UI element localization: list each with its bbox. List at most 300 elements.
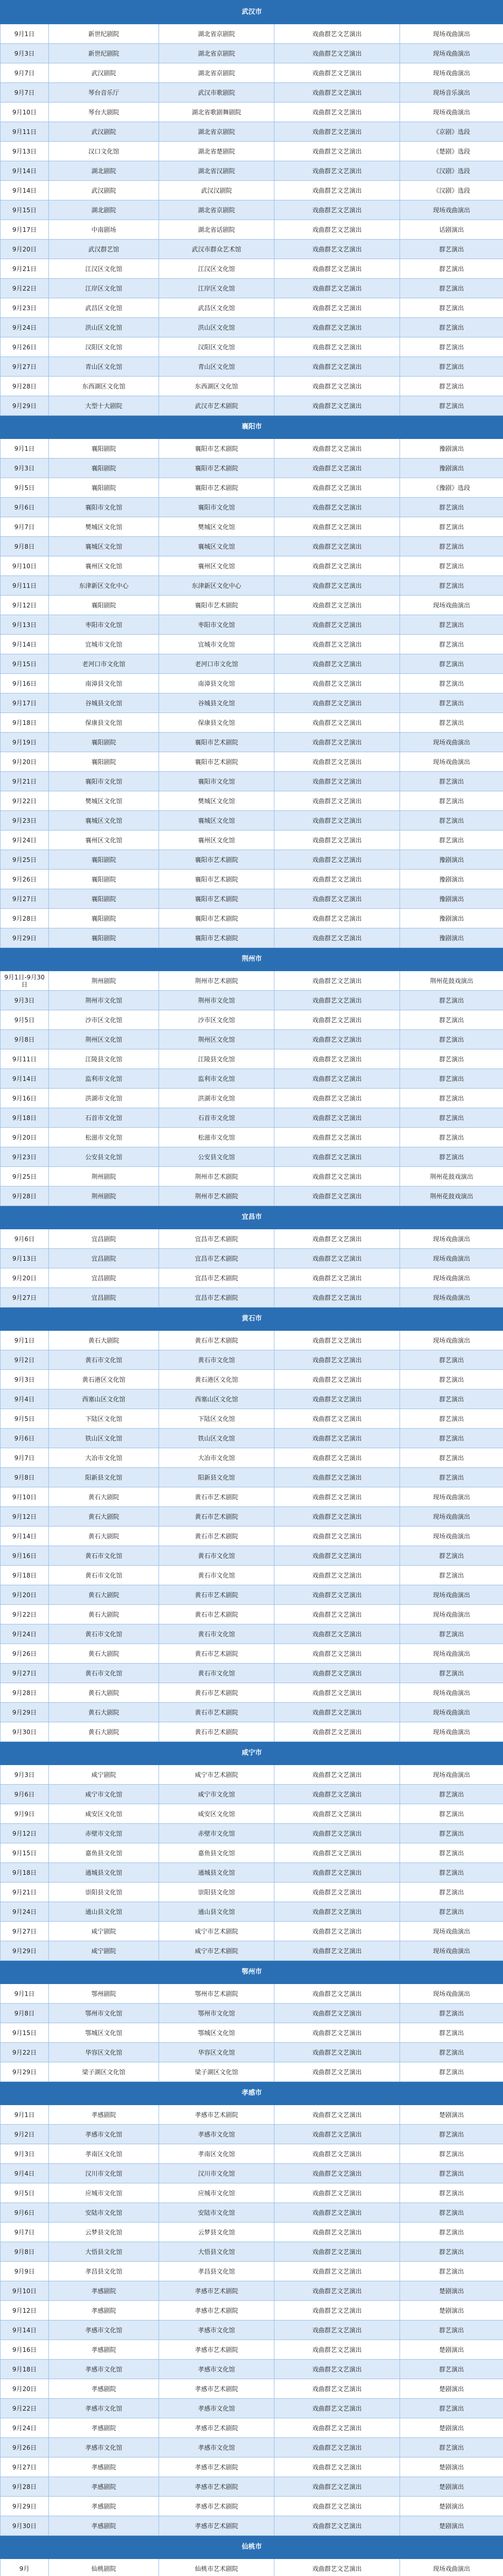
- table-row: [1, 2497, 503, 2516]
- activity-cell: 戏曲群艺文艺演出: [274, 2399, 400, 2418]
- venue-cell: 江岸区文化馆: [49, 279, 159, 298]
- organizer-cell: 樊城区文化馆: [159, 517, 274, 537]
- activity-cell: 戏曲群艺文艺演出: [274, 1128, 400, 1147]
- organizer-cell: 襄城区文化馆: [159, 537, 274, 556]
- program-cell: 群艺演出: [400, 298, 503, 318]
- table-row: [1, 1863, 503, 1883]
- date-cell: 9月18日: [1, 1863, 49, 1883]
- activity-cell: 戏曲群艺文艺演出: [274, 615, 400, 635]
- organizer-cell: 孝感市文化馆: [159, 2399, 274, 2418]
- program-cell: 群艺演出: [400, 1824, 503, 1843]
- activity-cell: 戏曲群艺文艺演出: [274, 498, 400, 517]
- table-row: [1, 2379, 503, 2399]
- activity-cell: 戏曲群艺文艺演出: [274, 2062, 400, 2082]
- date-cell: 9月12日: [1, 1824, 49, 1843]
- date-cell: 9月6日: [1, 1229, 49, 1249]
- activity-cell: 戏曲群艺文艺演出: [274, 1089, 400, 1108]
- program-cell: 群艺演出: [400, 1624, 503, 1644]
- venue-cell: 襄阳剧院: [49, 928, 159, 948]
- organizer-cell: 咸宁市文化馆: [159, 1785, 274, 1804]
- venue-cell: 孝感剧院: [49, 2418, 159, 2438]
- date-cell: 9月18日: [1, 2360, 49, 2379]
- table-row: [1, 1683, 503, 1703]
- activity-cell: 戏曲群艺文艺演出: [274, 1902, 400, 1922]
- activity-cell: 戏曲群艺文艺演出: [274, 2043, 400, 2062]
- organizer-cell: 孝感市艺术剧院: [159, 2281, 274, 2301]
- program-cell: 群艺演出: [400, 396, 503, 416]
- table-row: [1, 733, 503, 752]
- date-cell: 9月1日: [1, 439, 49, 459]
- organizer-cell: 黄石市文化馆: [159, 1566, 274, 1585]
- organizer-cell: 宜城市文化馆: [159, 635, 274, 654]
- table-row: [1, 909, 503, 928]
- venue-cell: 武汉剧院: [49, 63, 159, 83]
- table-row: [1, 2242, 503, 2262]
- activity-cell: 戏曲群艺文艺演出: [274, 1370, 400, 1389]
- venue-cell: 黄石大剧院: [49, 1722, 159, 1742]
- table-row: [1, 596, 503, 615]
- date-cell: 9月25日: [1, 1167, 49, 1187]
- activity-cell: 戏曲群艺文艺演出: [274, 1984, 400, 2004]
- organizer-cell: 武汉市艺术剧院: [159, 396, 274, 416]
- activity-cell: 戏曲群艺文艺演出: [274, 870, 400, 889]
- organizer-cell: 襄阳市文化馆: [159, 772, 274, 791]
- venue-cell: 松滋市文化馆: [49, 1128, 159, 1147]
- table-row: [1, 537, 503, 556]
- venue-cell: 西塞山区文化馆: [49, 1389, 159, 1409]
- date-cell: 9月8日: [1, 2242, 49, 2262]
- table-row: [1, 2418, 503, 2438]
- venue-cell: 汉口文化馆: [49, 142, 159, 161]
- date-cell: 9月14日: [1, 1527, 49, 1546]
- program-cell: 现场戏曲演出: [400, 1585, 503, 1605]
- organizer-cell: 湖北省歌剧舞剧院: [159, 103, 274, 122]
- organizer-cell: 大冶市文化馆: [159, 1448, 274, 1468]
- table-row: [1, 240, 503, 259]
- venue-cell: 洪山区文化馆: [49, 318, 159, 337]
- organizer-cell: 东津新区文化中心: [159, 576, 274, 596]
- table-row: [1, 615, 503, 635]
- activity-cell: 戏曲群艺文艺演出: [274, 2418, 400, 2438]
- organizer-cell: 赤壁市文化馆: [159, 1824, 274, 1843]
- date-cell: 9月1日: [1, 1331, 49, 1350]
- activity-cell: 戏曲群艺文艺演出: [274, 318, 400, 337]
- venue-cell: 襄阳剧院: [49, 439, 159, 459]
- organizer-cell: 东西湖区文化馆: [159, 377, 274, 396]
- table-row: [1, 259, 503, 279]
- venue-cell: 孝感剧院: [49, 2516, 159, 2536]
- city-header: 仙桃市: [1, 2536, 503, 2559]
- table-row: [1, 635, 503, 654]
- organizer-cell: 江岸区文化馆: [159, 279, 274, 298]
- date-cell: 9月24日: [1, 1624, 49, 1644]
- organizer-cell: 孝感市艺术剧院: [159, 2516, 274, 2536]
- table-row: [1, 1824, 503, 1843]
- activity-cell: 戏曲群艺文艺演出: [274, 1167, 400, 1187]
- date-cell: 9月18日: [1, 713, 49, 733]
- date-cell: 9月5日: [1, 1010, 49, 1030]
- organizer-cell: 石首市文化馆: [159, 1108, 274, 1128]
- venue-cell: 武汉剧院: [49, 122, 159, 142]
- venue-cell: 大冶市文化馆: [49, 1448, 159, 1468]
- activity-cell: 戏曲群艺文艺演出: [274, 240, 400, 259]
- venue-cell: 黄石大剧院: [49, 1605, 159, 1624]
- city-header-row: [1, 2082, 503, 2105]
- organizer-cell: 孝感市文化馆: [159, 2125, 274, 2144]
- venue-cell: 梁子湖区文化馆: [49, 2062, 159, 2082]
- venue-cell: 襄阳剧院: [49, 733, 159, 752]
- program-cell: 现场戏曲演出: [400, 1765, 503, 1785]
- organizer-cell: 襄阳市艺术剧院: [159, 909, 274, 928]
- date-cell: 9月21日: [1, 772, 49, 791]
- organizer-cell: 荆州市艺术剧院: [159, 1167, 274, 1187]
- table-row: [1, 1108, 503, 1128]
- activity-cell: 戏曲群艺文艺演出: [274, 1941, 400, 1961]
- activity-cell: 戏曲群艺文艺演出: [274, 1683, 400, 1703]
- activity-cell: 戏曲群艺文艺演出: [274, 459, 400, 478]
- schedule-body: [1, 1, 503, 2576]
- city-header: 宜昌市: [1, 1206, 503, 1229]
- organizer-cell: 仙桃市艺术剧院: [159, 2559, 274, 2576]
- program-cell: 群艺演出: [400, 1664, 503, 1683]
- date-cell: 9月27日: [1, 1664, 49, 1683]
- program-cell: 群艺演出: [400, 576, 503, 596]
- activity-cell: 戏曲群艺文艺演出: [274, 635, 400, 654]
- date-cell: 9月11日: [1, 576, 49, 596]
- table-row: [1, 1804, 503, 1824]
- date-cell: 9月22日: [1, 2043, 49, 2062]
- activity-cell: 戏曲群艺文艺演出: [274, 2203, 400, 2223]
- table-row: [1, 517, 503, 537]
- program-cell: 群艺演出: [400, 2262, 503, 2281]
- activity-cell: 戏曲群艺文艺演出: [274, 1268, 400, 1288]
- activity-cell: 戏曲群艺文艺演出: [274, 2262, 400, 2281]
- table-row: [1, 791, 503, 811]
- program-cell: 群艺演出: [400, 1566, 503, 1585]
- program-cell: 群艺演出: [400, 1409, 503, 1429]
- table-row: [1, 1902, 503, 1922]
- date-cell: 9月20日: [1, 1585, 49, 1605]
- activity-cell: 戏曲群艺文艺演出: [274, 259, 400, 279]
- venue-cell: 孝感市文化馆: [49, 2125, 159, 2144]
- table-row: [1, 928, 503, 948]
- organizer-cell: 咸安区文化馆: [159, 1804, 274, 1824]
- date-cell: 9月14日: [1, 1069, 49, 1089]
- program-cell: 群艺演出: [400, 811, 503, 831]
- date-cell: 9月4日: [1, 1389, 49, 1409]
- table-row: [1, 1468, 503, 1487]
- organizer-cell: 襄阳市艺术剧院: [159, 928, 274, 948]
- venue-cell: 孝感剧院: [49, 2301, 159, 2320]
- table-row: [1, 2043, 503, 2062]
- activity-cell: 戏曲群艺文艺演出: [274, 1664, 400, 1683]
- table-row: [1, 2144, 503, 2164]
- organizer-cell: 黄石市文化馆: [159, 1546, 274, 1566]
- venue-cell: 荆州剧院: [49, 1187, 159, 1206]
- date-cell: 9月4日: [1, 2164, 49, 2183]
- organizer-cell: 孝感市艺术剧院: [159, 2477, 274, 2497]
- venue-cell: 中南剧场: [49, 220, 159, 240]
- date-cell: 9月21日: [1, 259, 49, 279]
- date-cell: 9月7日: [1, 2223, 49, 2242]
- table-row: [1, 1527, 503, 1546]
- organizer-cell: 保康县文化馆: [159, 713, 274, 733]
- table-row: [1, 318, 503, 337]
- organizer-cell: 枣阳市文化馆: [159, 615, 274, 635]
- organizer-cell: 黄石市文化馆: [159, 1624, 274, 1644]
- table-row: [1, 2516, 503, 2536]
- table-row: [1, 1049, 503, 1069]
- date-cell: 9月30日: [1, 1722, 49, 1742]
- activity-cell: 戏曲群艺文艺演出: [274, 2281, 400, 2301]
- venue-cell: 赤壁市文化馆: [49, 1824, 159, 1843]
- program-cell: 群艺演出: [400, 2004, 503, 2023]
- table-row: [1, 2164, 503, 2183]
- program-cell: 群艺演出: [400, 337, 503, 357]
- organizer-cell: 武汉汉剧院: [159, 181, 274, 200]
- program-cell: 现场戏曲演出: [400, 752, 503, 772]
- organizer-cell: 荆州市艺术剧院: [159, 971, 274, 991]
- organizer-cell: 通城县文化馆: [159, 1863, 274, 1883]
- table-row: [1, 2183, 503, 2203]
- activity-cell: 戏曲群艺文艺演出: [274, 2360, 400, 2379]
- activity-cell: 戏曲群艺文艺演出: [274, 1409, 400, 1429]
- venue-cell: 谷城县文化馆: [49, 693, 159, 713]
- activity-cell: 戏曲群艺文艺演出: [274, 2438, 400, 2458]
- table-row: [1, 889, 503, 909]
- date-cell: 9月8日: [1, 1468, 49, 1487]
- date-cell: 9月14日: [1, 161, 49, 181]
- venue-cell: 江汉区文化馆: [49, 259, 159, 279]
- activity-cell: 戏曲群艺文艺演出: [274, 889, 400, 909]
- city-header: 荆州市: [1, 948, 503, 971]
- table-row: [1, 2340, 503, 2360]
- date-cell: 9月10日: [1, 103, 49, 122]
- city-header: 鄂州市: [1, 1961, 503, 1984]
- program-cell: 群艺演出: [400, 615, 503, 635]
- table-row: [1, 850, 503, 870]
- date-cell: 9月28日: [1, 1187, 49, 1206]
- activity-cell: 戏曲群艺文艺演出: [274, 396, 400, 416]
- city-header-row: [1, 2536, 503, 2559]
- activity-cell: 戏曲群艺文艺演出: [274, 337, 400, 357]
- table-row: [1, 2023, 503, 2043]
- program-cell: 《汉剧》选段: [400, 181, 503, 200]
- table-row: [1, 220, 503, 240]
- activity-cell: 戏曲群艺文艺演出: [274, 2144, 400, 2164]
- organizer-cell: 黄石市艺术剧院: [159, 1605, 274, 1624]
- activity-cell: 戏曲群艺文艺演出: [274, 1527, 400, 1546]
- table-row: [1, 1069, 503, 1089]
- date-cell: 9月2日: [1, 2125, 49, 2144]
- venue-cell: 嘉鱼县文化馆: [49, 1843, 159, 1863]
- venue-cell: 黄石大剧院: [49, 1331, 159, 1350]
- date-cell: 9月27日: [1, 1922, 49, 1941]
- city-header-row: [1, 1961, 503, 1984]
- program-cell: 楚剧演出: [400, 2340, 503, 2360]
- table-row: [1, 1546, 503, 1566]
- program-cell: 群艺演出: [400, 1389, 503, 1409]
- venue-cell: 沙市区文化馆: [49, 1010, 159, 1030]
- activity-cell: 戏曲群艺文艺演出: [274, 478, 400, 498]
- organizer-cell: 孝感市文化馆: [159, 2438, 274, 2458]
- program-cell: 群艺演出: [400, 498, 503, 517]
- activity-cell: 戏曲群艺文艺演出: [274, 1187, 400, 1206]
- date-cell: 9月24日: [1, 1902, 49, 1922]
- table-row: [1, 396, 503, 416]
- table-row: [1, 44, 503, 63]
- program-cell: 现场戏曲演出: [400, 1605, 503, 1624]
- activity-cell: 戏曲群艺文艺演出: [274, 1229, 400, 1249]
- venue-cell: 黄石大剧院: [49, 1527, 159, 1546]
- activity-cell: 戏曲群艺文艺演出: [274, 2164, 400, 2183]
- venue-cell: 新世纪剧院: [49, 44, 159, 63]
- program-cell: 群艺演出: [400, 1128, 503, 1147]
- date-cell: 9月19日: [1, 733, 49, 752]
- organizer-cell: 湖北省京剧院: [159, 122, 274, 142]
- date-cell: 9月16日: [1, 1546, 49, 1566]
- activity-cell: 戏曲群艺文艺演出: [274, 2125, 400, 2144]
- organizer-cell: 襄州区文化馆: [159, 831, 274, 850]
- activity-cell: 戏曲群艺文艺演出: [274, 831, 400, 850]
- venue-cell: 宜城市文化馆: [49, 635, 159, 654]
- activity-cell: 戏曲群艺文艺演出: [274, 1722, 400, 1742]
- program-cell: 楚剧演出: [400, 2497, 503, 2516]
- date-cell: 9月7日: [1, 1448, 49, 1468]
- program-cell: 群艺演出: [400, 2399, 503, 2418]
- program-cell: 群艺演出: [400, 2223, 503, 2242]
- venue-cell: 琴台大剧院: [49, 103, 159, 122]
- table-row: [1, 181, 503, 200]
- date-cell: 9月26日: [1, 2438, 49, 2458]
- organizer-cell: 黄石市艺术剧院: [159, 1585, 274, 1605]
- date-cell: 9月26日: [1, 337, 49, 357]
- venue-cell: 孝感市文化馆: [49, 2360, 159, 2379]
- organizer-cell: 南漳县文化馆: [159, 674, 274, 693]
- date-cell: 9月22日: [1, 279, 49, 298]
- date-cell: 9月7日: [1, 63, 49, 83]
- venue-cell: 枣阳市文化馆: [49, 615, 159, 635]
- program-cell: 群艺演出: [400, 1069, 503, 1089]
- activity-cell: 戏曲群艺文艺演出: [274, 142, 400, 161]
- date-cell: 9月6日: [1, 2203, 49, 2223]
- date-cell: 9月29日: [1, 1941, 49, 1961]
- activity-cell: 戏曲群艺文艺演出: [274, 596, 400, 615]
- venue-cell: 黄石大剧院: [49, 1487, 159, 1507]
- program-cell: 现场戏曲演出: [400, 1703, 503, 1722]
- venue-cell: 老河口市文化馆: [49, 654, 159, 674]
- venue-cell: 东津新区文化中心: [49, 576, 159, 596]
- program-cell: 现场戏曲演出: [400, 1941, 503, 1961]
- organizer-cell: 襄阳市艺术剧院: [159, 850, 274, 870]
- date-cell: 9月29日: [1, 928, 49, 948]
- table-row: [1, 1010, 503, 1030]
- organizer-cell: 襄阳市艺术剧院: [159, 478, 274, 498]
- venue-cell: 荆州剧院: [49, 971, 159, 991]
- table-row: [1, 1089, 503, 1108]
- activity-cell: 戏曲群艺文艺演出: [274, 1824, 400, 1843]
- venue-cell: 襄阳剧院: [49, 889, 159, 909]
- city-header-row: [1, 1206, 503, 1229]
- program-cell: 群艺演出: [400, 1902, 503, 1922]
- date-cell: 9月3日: [1, 459, 49, 478]
- table-row: [1, 1785, 503, 1804]
- venue-cell: 应城市文化馆: [49, 2183, 159, 2203]
- venue-cell: 孝感剧院: [49, 2281, 159, 2301]
- date-cell: 9月20日: [1, 752, 49, 772]
- table-row: [1, 713, 503, 733]
- table-row: [1, 1605, 503, 1624]
- venue-cell: 咸宁剧院: [49, 1941, 159, 1961]
- activity-cell: 戏曲群艺文艺演出: [274, 713, 400, 733]
- activity-cell: 戏曲群艺文艺演出: [274, 2301, 400, 2320]
- table-row: [1, 1624, 503, 1644]
- program-cell: 现场戏曲演出: [400, 1288, 503, 1308]
- activity-cell: 戏曲群艺文艺演出: [274, 377, 400, 396]
- organizer-cell: 孝感市艺术剧院: [159, 2497, 274, 2516]
- date-cell: 9月21日: [1, 1883, 49, 1902]
- organizer-cell: 襄州区文化馆: [159, 556, 274, 576]
- venue-cell: 宜昌剧院: [49, 1268, 159, 1288]
- venue-cell: 孝感市文化馆: [49, 2399, 159, 2418]
- date-cell: 9月24日: [1, 318, 49, 337]
- table-row: [1, 1187, 503, 1206]
- table-row: [1, 1765, 503, 1785]
- date-cell: 9月23日: [1, 811, 49, 831]
- date-cell: 9月20日: [1, 1128, 49, 1147]
- organizer-cell: 孝感市文化馆: [159, 2320, 274, 2340]
- organizer-cell: 襄阳市艺术剧院: [159, 752, 274, 772]
- organizer-cell: 襄阳市艺术剧院: [159, 439, 274, 459]
- table-row: [1, 357, 503, 377]
- table-row: [1, 2105, 503, 2125]
- activity-cell: 戏曲群艺文艺演出: [274, 200, 400, 220]
- organizer-cell: 铁山区文化馆: [159, 1429, 274, 1448]
- table-row: [1, 2438, 503, 2458]
- date-cell: 9月13日: [1, 1249, 49, 1268]
- table-row: [1, 2223, 503, 2242]
- table-row: [1, 2360, 503, 2379]
- date-cell: 9月6日: [1, 1785, 49, 1804]
- organizer-cell: 黄石市艺术剧院: [159, 1722, 274, 1742]
- activity-cell: 戏曲群艺文艺演出: [274, 752, 400, 772]
- program-cell: 现场戏曲演出: [400, 1249, 503, 1268]
- organizer-cell: 孝感市艺术剧院: [159, 2379, 274, 2399]
- organizer-cell: 阳新县文化馆: [159, 1468, 274, 1487]
- venue-cell: 樊城区文化馆: [49, 517, 159, 537]
- venue-cell: 鄂州剧院: [49, 1984, 159, 2004]
- program-cell: 群艺演出: [400, 1089, 503, 1108]
- activity-cell: 戏曲群艺文艺演出: [274, 1147, 400, 1167]
- table-row: [1, 693, 503, 713]
- activity-cell: 戏曲群艺文艺演出: [274, 2183, 400, 2203]
- program-cell: 群艺演出: [400, 2320, 503, 2340]
- date-cell: 9月3日: [1, 1765, 49, 1785]
- activity-cell: 戏曲群艺文艺演出: [274, 1288, 400, 1308]
- organizer-cell: 武汉市群众艺术馆: [159, 240, 274, 259]
- program-cell: 现场戏曲演出: [400, 1487, 503, 1507]
- city-header: 襄阳市: [1, 416, 503, 439]
- organizer-cell: 老河口市文化馆: [159, 654, 274, 674]
- venue-cell: 通城县文化馆: [49, 1863, 159, 1883]
- venue-cell: 襄阳剧院: [49, 596, 159, 615]
- program-cell: 群艺演出: [400, 517, 503, 537]
- venue-cell: 襄阳剧院: [49, 870, 159, 889]
- program-cell: 楚剧演出: [400, 2458, 503, 2477]
- venue-cell: 琴台音乐厅: [49, 83, 159, 103]
- organizer-cell: 汉阳区文化馆: [159, 337, 274, 357]
- activity-cell: 戏曲群艺文艺演出: [274, 357, 400, 377]
